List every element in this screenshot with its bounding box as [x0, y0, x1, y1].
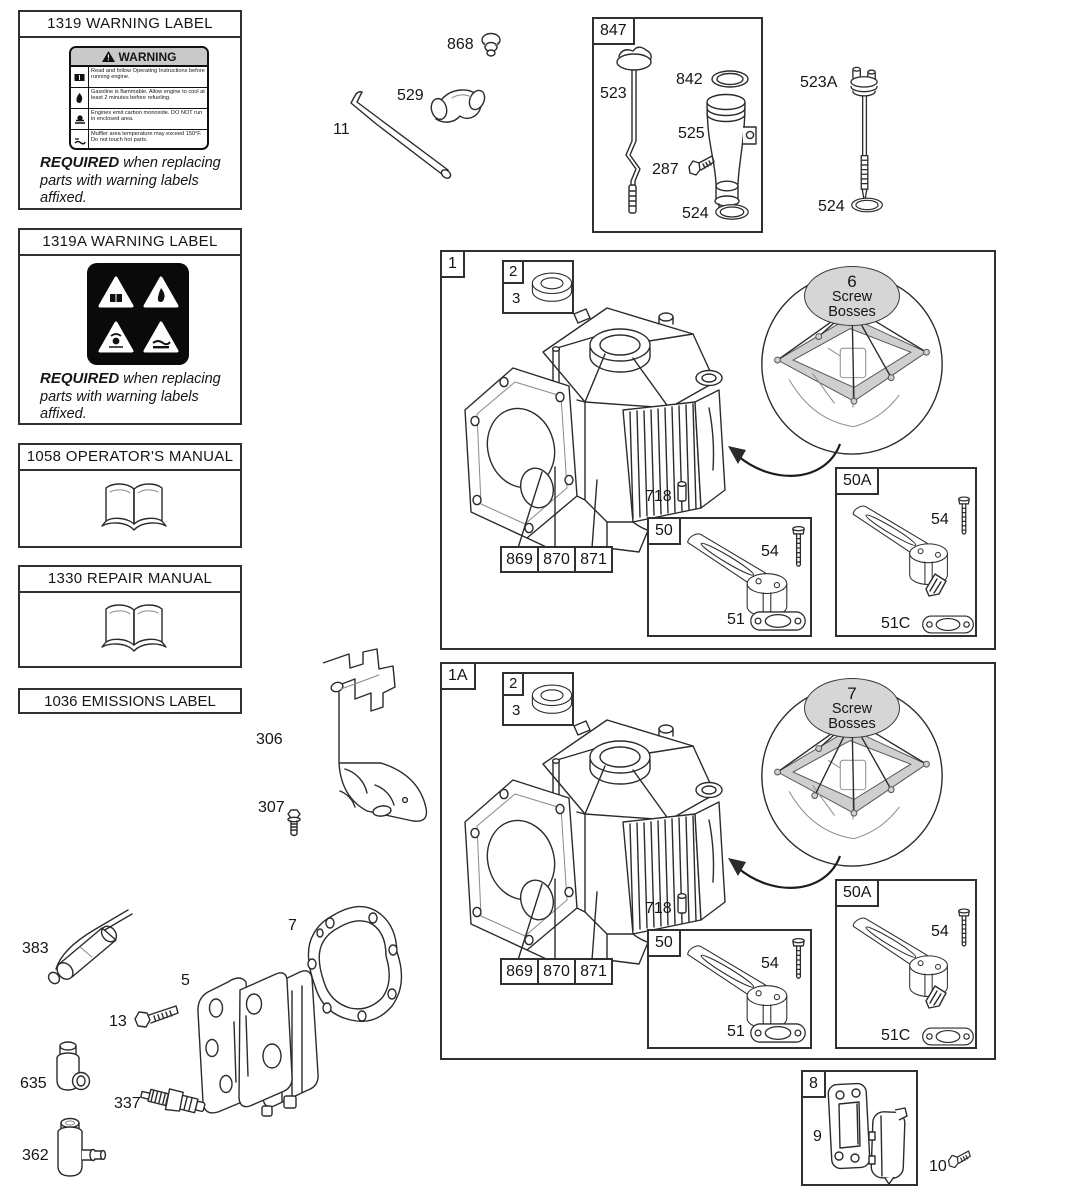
warning-triangle-icon: [102, 51, 115, 62]
tube-11-drawing: [341, 90, 461, 190]
panel-1319a-warning-label: [18, 228, 242, 425]
part-label-51c: 51C: [881, 1027, 911, 1044]
part-label-307: 307: [258, 799, 285, 816]
hot-surface-warning-triangle-icon: [143, 321, 179, 353]
part-label-383: 383: [22, 940, 49, 957]
warning-row: Read and follow Operating Instructions before running engine.: [71, 67, 207, 88]
oring-842-drawing: [710, 69, 750, 89]
part-number-table: [500, 546, 613, 573]
dipstick-523-drawing: [610, 45, 662, 217]
part-label-523: 523: [600, 85, 627, 102]
table-cell-870: 870: [537, 958, 576, 985]
panel-operators-manual: [18, 443, 242, 548]
flame-warning-triangle-icon: [143, 276, 179, 308]
panel-repair-manual: [18, 565, 242, 668]
gasket-51-drawing: [749, 1020, 807, 1046]
box-50: [647, 517, 812, 637]
part-label-635: 635: [20, 1075, 47, 1092]
required-note: REQUIRED when replacing parts with warning labels affixed.: [40, 154, 221, 207]
box-50: [647, 929, 812, 1049]
svg-text:!: !: [106, 53, 110, 62]
part-label-54: 54: [761, 543, 779, 560]
part-label-524a: 524: [818, 198, 845, 215]
screw-54-drawing: [791, 525, 806, 571]
book-warning-triangle-icon: [98, 276, 134, 308]
panel-emissions-label: [18, 688, 242, 714]
flame-icon: [71, 88, 89, 108]
part-label-523a: 523A: [800, 74, 838, 91]
head-gasket-7-drawing: [300, 898, 412, 1032]
table-cell-871: 871: [574, 958, 613, 985]
bracket-306-drawing: [283, 645, 433, 841]
warning-pictograms-graphic: [87, 263, 189, 365]
oring-524a-drawing: [850, 196, 884, 214]
part-label-11: 11: [333, 121, 350, 138]
screw-287-drawing: [686, 151, 716, 177]
part-label-3: 3: [512, 290, 521, 307]
panel-1058-title: 1058 OPERATOR'S MANUAL: [20, 445, 240, 471]
part-label-54: 54: [931, 923, 949, 940]
part-label-5: 5: [181, 972, 190, 989]
part-label-337: 337: [114, 1095, 141, 1112]
repair-manual-book-icon: [96, 599, 172, 655]
screw-307-drawing: [285, 808, 303, 838]
box-8: [801, 1070, 918, 1186]
box-1a-id: 1A: [440, 662, 476, 690]
part-label-7: 7: [288, 917, 297, 934]
part-label-51c: 51C: [881, 615, 911, 632]
part-label-13: 13: [109, 1013, 127, 1030]
part-label-51: 51: [727, 1023, 745, 1040]
box-50a-id: 50A: [835, 467, 879, 495]
screw-54-drawing: [957, 907, 971, 951]
spark-plug-337-drawing: [135, 1077, 209, 1131]
part-label-525: 525: [678, 125, 705, 142]
grommet-868-drawing: [478, 31, 504, 61]
panel-1319a-title: 1319A WARNING LABEL: [20, 230, 240, 256]
deflector-drawing: [921, 571, 951, 599]
gasket-51c-drawing: [921, 612, 975, 637]
part-label-54: 54: [931, 511, 949, 528]
box-50a-id: 50A: [835, 879, 879, 907]
warning-row: Engines emit carbon monoxide. DO NOT run in enclosed area.: [71, 109, 207, 130]
warning-label-graphic: [69, 46, 209, 150]
leader-lines-869-871: [492, 844, 652, 964]
box-1: [440, 250, 996, 650]
screw-54-drawing: [957, 495, 971, 539]
deflector-drawing: [921, 983, 951, 1011]
table-cell-869: 869: [500, 958, 539, 985]
panel-1319-warning-label: [18, 10, 242, 210]
part-label-54: 54: [761, 955, 779, 972]
elbow-fitting-635-drawing: [52, 1040, 92, 1098]
part-label-362: 362: [22, 1147, 49, 1164]
hot-surface-icon: [71, 130, 89, 150]
warning-row: Muffler area temperature may exceed 150°F. Do not touch hot parts.: [71, 130, 207, 150]
part-label-718: 718: [645, 900, 672, 917]
panel-1330-title: 1330 REPAIR MANUAL: [20, 567, 240, 593]
warning-row: Gasoline is flammable. Allow engine to cool at least 2 minutes before refueling.: [71, 88, 207, 109]
box-50a: [835, 879, 977, 1049]
part-label-9: 9: [813, 1128, 822, 1145]
oring-524-drawing: [714, 203, 750, 221]
gasket-51-drawing: [749, 608, 807, 634]
part-label-718: 718: [645, 488, 672, 505]
elbow-fitting-362-drawing: [50, 1116, 108, 1182]
breather-cover-drawing: [865, 1106, 911, 1186]
panel-1319-title: 1319 WARNING LABEL: [20, 12, 240, 38]
part-number-table: [500, 958, 613, 985]
leader-lines-869-871: [492, 432, 652, 552]
part-label-524: 524: [682, 205, 709, 222]
warning-label-header: ! WARNING: [71, 48, 207, 67]
inset-id-2: 2: [502, 672, 524, 696]
box-50-id: 50: [647, 517, 681, 545]
operators-manual-book-icon: [96, 478, 172, 534]
inset-id-2: 2: [502, 260, 524, 284]
part-label-10: 10: [929, 1158, 947, 1175]
panel-1036-title: 1036 EMISSIONS LABEL: [44, 692, 216, 710]
part-label-51: 51: [727, 611, 745, 628]
part-label-3: 3: [512, 702, 521, 719]
box-50-id: 50: [647, 929, 681, 957]
dipstick-523a-drawing: [843, 66, 887, 206]
table-cell-871: 871: [574, 546, 613, 573]
screw-54-drawing: [791, 937, 806, 983]
fumes-icon: [71, 109, 89, 129]
box-50a: [835, 467, 977, 637]
pin-718-drawing: [676, 480, 688, 504]
screw-bosses-callout: 7 Screw Bosses: [804, 678, 900, 738]
box-1-id: 1: [440, 250, 465, 278]
box-847-id: 847: [592, 17, 635, 45]
box-8-id: 8: [801, 1070, 826, 1098]
table-cell-869: 869: [500, 546, 539, 573]
box-1a: [440, 662, 996, 1060]
gasket-51c-drawing: [921, 1024, 975, 1049]
plug-wrench-383-drawing: [40, 903, 136, 995]
table-cell-870: 870: [537, 546, 576, 573]
fumes-warning-triangle-icon: [98, 321, 134, 353]
screw-10-drawing: [946, 1146, 972, 1170]
bolt-13-drawing: [132, 999, 182, 1033]
book-icon: [71, 67, 89, 87]
detail-arrow: [714, 842, 854, 912]
part-label-842: 842: [676, 71, 703, 88]
detail-arrow: [714, 430, 854, 500]
part-label-868: 868: [447, 36, 474, 53]
part-label-287: 287: [652, 161, 679, 178]
box-847: [592, 17, 763, 233]
part-label-306: 306: [256, 731, 283, 748]
required-note: REQUIRED when replacing parts with warning labels affixed.: [40, 370, 221, 423]
part-label-529: 529: [397, 87, 424, 104]
screw-bosses-callout: 6 Screw Bosses: [804, 266, 900, 326]
pin-718-drawing: [676, 892, 688, 916]
